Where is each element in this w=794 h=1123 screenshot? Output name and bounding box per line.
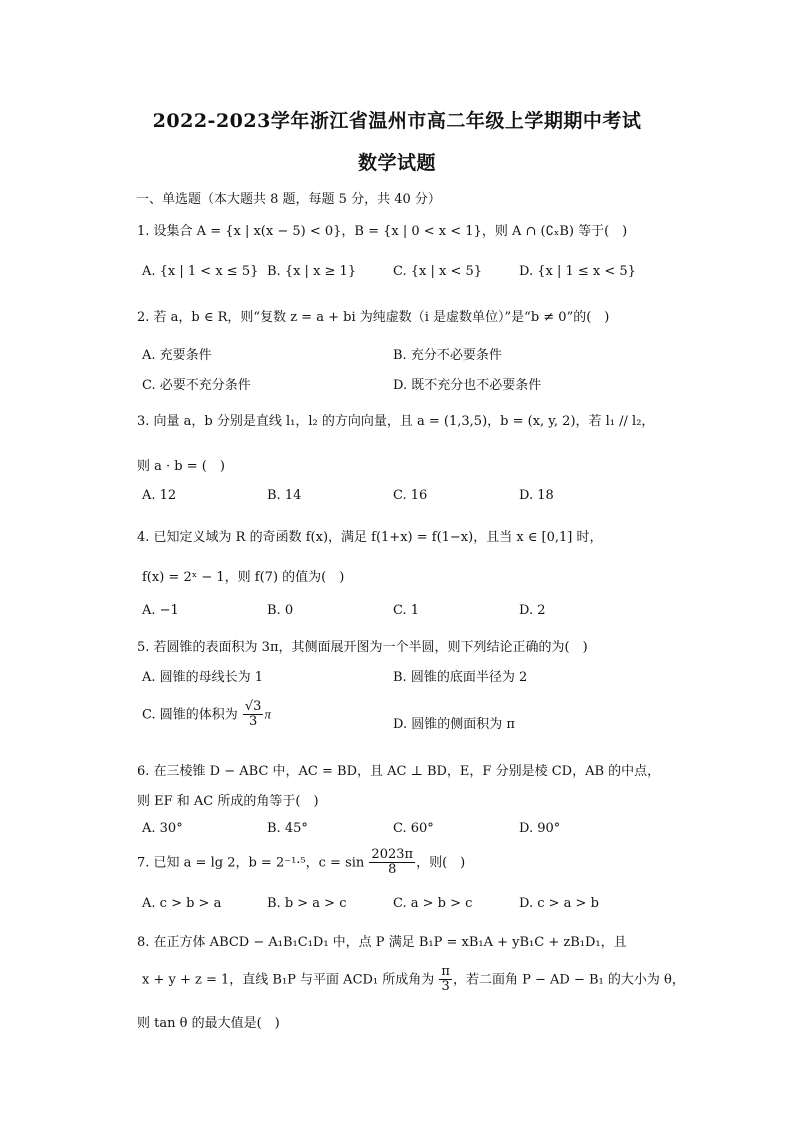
option-c: C. {x | x < 5} [393,264,483,279]
question-1 [137,220,627,239]
option-b: B. 0 [267,603,294,618]
fraction-denominator: 3 [249,714,258,730]
question-stem: 若 a，b ∈ R，则“复数 z = a + bi 为纯虚数（i 是虚数单位）”是“b ≠ 0”的( ) [153,310,610,325]
question-stem: 已知 a = lg 2，b = 2⁻¹·⁵，c = sin [153,855,365,871]
option-a: A. c > b > a [142,896,222,911]
option-d: D. 圆锥的侧面积为 π [393,717,515,732]
fraction-numerator: π [441,964,450,979]
option-c: C. a > b > c [393,896,473,911]
section-heading: 一、单选题（本大题共 8 题，每题 5 分，共 40 分） [136,192,441,207]
fraction [243,700,264,730]
fraction-denominator: 3 [441,979,450,995]
question-6 [137,760,660,779]
question-stem: 在三棱锥 D − ABC 中，AC = BD，且 AC ⊥ BD，E，F 分别是棱 CD，AB 的中点， [153,764,661,779]
option-a: A. 圆锥的母线长为 1 [142,670,264,685]
option-a: A. −1 [142,603,179,618]
question-3 [137,410,654,429]
question-4 [137,526,603,545]
option-d: D. 90° [519,821,561,836]
fraction-denominator: 8 [388,862,397,878]
question-8-cont [142,965,685,995]
option-b: B. b > a > c [267,896,347,911]
option-c: C. 16 [393,488,428,503]
option-b: B. 14 [267,488,302,503]
question-5 [137,636,588,655]
fraction-numerator: 2023π [371,847,414,862]
pi-symbol: π [264,706,271,722]
option-c: C. 1 [393,603,420,618]
question-stem: 向量 a，b 分别是直线 l₁，l₂ 的方向向量，且 a = (1,3,5)，b = (x, y, 2)，若 l₁ // l₂， [153,414,655,429]
question-8 [137,931,627,950]
question-6-cont: 则 EF 和 AC 所成的角等于( ) [137,794,319,809]
option-d: D. {x | 1 ≤ x < 5} [519,264,636,279]
question-7 [137,848,465,878]
question-8-cont2: 则 tan θ 的最大值是( ) [137,1016,280,1031]
fraction [439,965,452,995]
question-stem: 若圆锥的表面积为 3π，其侧面展开图为一个半圆，则下列结论正确的为( ) [153,640,588,655]
question-number: 3. [137,414,150,429]
option-d: D. c > a > b [519,896,599,911]
option-a: A. {x | 1 < x ≤ 5} [142,264,259,279]
option-b: B. 圆锥的底面半径为 2 [393,670,528,685]
question-number: 5. [137,640,150,655]
question-2 [137,306,609,325]
option-a: A. 12 [142,488,177,503]
option-d: D. 18 [519,488,554,503]
question-3-cont: 则 a · b = ( ) [137,459,225,474]
question-stem: 设集合 A = {x | x(x − 5) < 0}，B = {x | 0 < x < 1}，则 A ∩ (∁ₓB) 等于( ) [153,224,628,239]
option-b: B. 充分不必要条件 [393,348,502,363]
option-d: D. 2 [519,603,546,618]
question-stem: 已知定义域为 R 的奇函数 f(x)，满足 f(1+x) = f(1−x)，且当 x ∈ [0,1] 时， [153,530,603,545]
exam-title: 2022-2023学年浙江省温州市高二年级上学期期中考试 [152,110,642,132]
option-c-label: C. 圆锥的体积为 [142,707,238,723]
question-number: 6. [137,764,150,779]
question-stem-part: ，若二面角 P − AD − B₁ 的大小为 θ， [452,972,685,988]
option-b: B. {x | x ≥ 1} [267,264,357,279]
question-number: 7. [137,855,150,871]
question-stem: 在正方体 ABCD − A₁B₁C₁D₁ 中，点 P 满足 B₁P = xB₁A + yB₁C + zB₁D₁，且 [153,935,627,950]
option-a: A. 充要条件 [142,348,212,363]
exam-subtitle: 数学试题 [357,152,436,174]
option-b: B. 45° [267,821,308,836]
option-a: A. 30° [142,821,183,836]
question-stem-part: x + y + z = 1，直线 B₁P 与平面 ACD₁ 所成角为 [142,972,435,988]
fraction-numerator: √3 [244,699,262,714]
option-c [142,700,271,730]
question-number: 2. [137,310,150,325]
fraction [369,848,415,878]
question-number: 4. [137,530,150,545]
option-d: D. 既不充分也不必要条件 [393,378,542,393]
option-c: C. 必要不充分条件 [142,378,251,393]
question-stem-tail: ，则( ) [416,855,466,871]
question-number: 1. [137,224,150,239]
option-c: C. 60° [393,821,434,836]
question-4-cont: f(x) = 2ˣ − 1，则 f(7) 的值为( ) [142,570,345,585]
question-number: 8. [137,935,150,950]
